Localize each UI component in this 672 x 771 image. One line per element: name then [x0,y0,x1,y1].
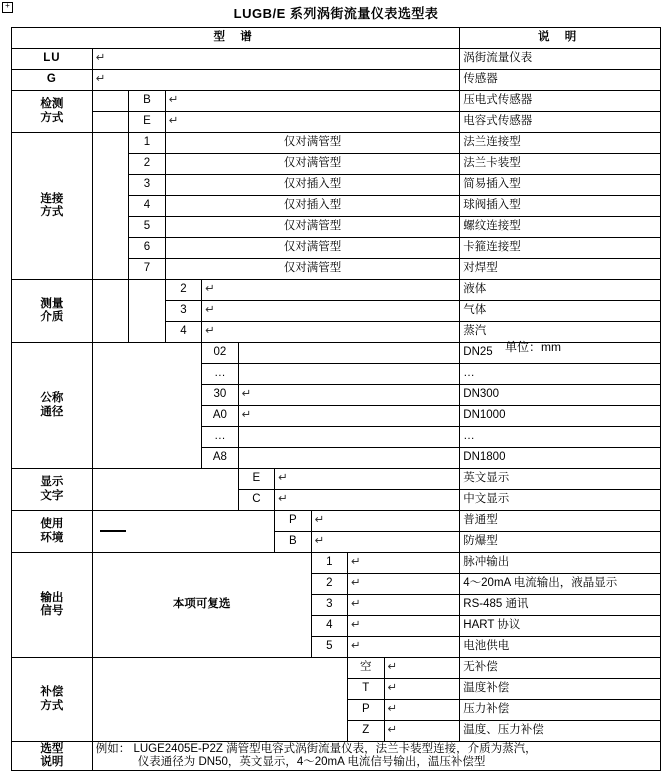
medium-code-2: 2 [165,280,201,301]
row-label-environment: 使用 环境 [12,511,93,553]
diameter-mark-5 [238,427,460,448]
compensation-spacer [92,658,347,742]
connection-note-5: 仅对满管型 [165,217,460,238]
output-desc-4: HART 协议 [460,616,661,637]
diameter-desc-6: DN1800 [460,448,661,469]
diameter-code-3: 30 [202,385,238,406]
emphasis-line-icon [100,530,126,532]
table-row [12,343,661,364]
connection-desc-5: 螺纹连接型 [460,217,661,238]
detect-code-b: B [129,91,165,112]
output-mark-4: ↵ [348,616,460,637]
row-label-example: 选型 说明 [12,742,93,771]
page-title: LUGB/E 系列涡街流量仪表选型表 [233,6,439,21]
row-label-display: 显示 文字 [12,469,93,511]
compensation-code-z: Z [348,721,384,742]
output-code-5: 5 [311,637,347,658]
compensation-mark-t: ↵ [384,679,460,700]
header-model: 型 谱 [12,28,460,49]
compensation-mark-z: ↵ [384,721,460,742]
table-row [12,112,661,133]
connection-code-6: 6 [129,238,165,259]
compensation-code-t: T [348,679,384,700]
table-row [12,658,661,679]
selection-table [11,27,661,771]
connection-desc-2: 法兰卡装型 [460,154,661,175]
table-row [12,553,661,574]
output-desc-1: 脉冲输出 [460,553,661,574]
detect-spacer2 [92,112,128,133]
row-label-lu: LU [12,49,93,70]
output-multi-note: 本项可复选 [92,553,311,658]
detect-code-e: E [129,112,165,133]
diameter-unit-note: 单位：mm [505,340,561,354]
environment-mark-b: ↵ [311,532,460,553]
diameter-mark-4: ↵ [238,406,460,427]
compensation-desc-none: 无补偿 [460,658,661,679]
connection-note-7: 仅对满管型 [165,259,460,280]
diameter-mark-3: ↵ [238,385,460,406]
table-header-row [12,28,661,49]
connection-note-1: 仅对满管型 [165,133,460,154]
medium-desc-2: 液体 [460,280,661,301]
display-mark-e: ↵ [275,469,460,490]
environment-desc-b: 防爆型 [460,532,661,553]
compensation-desc-t: 温度补偿 [460,679,661,700]
display-code-e: E [238,469,274,490]
crop-mark-icon [2,2,13,13]
detect-spacer [92,91,128,112]
output-code-1: 1 [311,553,347,574]
table-row [12,133,661,154]
diameter-mark-1 [238,343,460,364]
connection-code-4: 4 [129,196,165,217]
diameter-code-4: A0 [202,406,238,427]
row-label-compensation: 补偿 方式 [12,658,93,742]
connection-desc-4: 球阀插入型 [460,196,661,217]
diameter-code-5: … [202,427,238,448]
diameter-desc-5: … [460,427,661,448]
compensation-code-none: 空 [348,658,384,679]
connection-desc-6: 卡箍连接型 [460,238,661,259]
example-cell [92,742,660,771]
diameter-desc-4: DN1000 [460,406,661,427]
compensation-desc-z: 温度、压力补偿 [460,721,661,742]
header-desc: 说 明 [460,28,661,49]
connection-code-1: 1 [129,133,165,154]
diameter-mark-2 [238,364,460,385]
row-label-medium: 测量 介质 [12,280,93,343]
table-row [12,49,661,70]
display-code-c: C [238,490,274,511]
diameter-code-1: 02 [202,343,238,364]
output-mark-1: ↵ [348,553,460,574]
lu-mark: ↵ [92,49,460,70]
output-code-2: 2 [311,574,347,595]
medium-spacer2 [129,280,165,343]
medium-mark-2: ↵ [202,280,460,301]
output-mark-2: ↵ [348,574,460,595]
medium-mark-3: ↵ [202,301,460,322]
compensation-mark-p: ↵ [384,700,460,721]
detect-mark-b: ↵ [165,91,460,112]
table-row [12,91,661,112]
medium-desc-4: 蒸汽 [460,322,661,343]
example-line-2: 仪表通径为 DN50，英文显示，4～20mA 电流信号输出，温压补偿型 [137,756,486,769]
g-desc: 传感器 [460,70,661,91]
medium-spacer1 [92,280,128,343]
output-mark-3: ↵ [348,595,460,616]
medium-desc-3: 气体 [460,301,661,322]
display-mark-c: ↵ [275,490,460,511]
output-mark-5: ↵ [348,637,460,658]
output-desc-2: 4～20mA 电流输出，液晶显示 [460,574,661,595]
connection-note-4: 仅对插入型 [165,196,460,217]
compensation-desc-p: 压力补偿 [460,700,661,721]
display-spacer [92,469,238,511]
table-row [12,70,661,91]
connection-code-7: 7 [129,259,165,280]
detect-desc-e: 电容式传感器 [460,112,661,133]
diameter-desc-2: … [460,364,661,385]
connection-note-6: 仅对满管型 [165,238,460,259]
diameter-code-6: A8 [202,448,238,469]
example-line-1: 例如： LUGE2405E-P2Z 满管型电容式涡街流量仪表，法兰卡装型连接，介质为蒸汽， [95,743,537,755]
medium-mark-4: ↵ [202,322,460,343]
connection-note-2: 仅对满管型 [165,154,460,175]
row-label-connection: 连接 方式 [12,133,93,280]
display-desc-e: 英文显示 [460,469,661,490]
output-desc-3: RS-485 通讯 [460,595,661,616]
detect-desc-b: 压电式传感器 [460,91,661,112]
row-label-detect: 检测 方式 [12,91,93,133]
lu-desc: 涡街流量仪表 [460,49,661,70]
connection-code-2: 2 [129,154,165,175]
diameter-code-2: … [202,364,238,385]
output-code-3: 3 [311,595,347,616]
connection-desc-3: 简易插入型 [460,175,661,196]
compensation-code-p: P [348,700,384,721]
environment-spacer [92,511,274,553]
diameter-mark-6 [238,448,460,469]
row-label-diameter: 公称 通径 [12,343,93,469]
table-row [12,280,661,301]
environment-code-p: P [275,511,311,532]
table-row [12,469,661,490]
output-code-4: 4 [311,616,347,637]
diameter-desc-1: DN25 [460,343,661,364]
medium-code-4: 4 [165,322,201,343]
table-row-example [12,742,661,771]
medium-code-3: 3 [165,301,201,322]
table-row [12,511,661,532]
environment-code-b: B [275,532,311,553]
connection-desc-7: 对焊型 [460,259,661,280]
environment-mark-p: ↵ [311,511,460,532]
output-desc-5: 电池供电 [460,637,661,658]
diameter-desc-3: DN300 [460,385,661,406]
row-label-output: 输出 信号 [12,553,93,658]
row-label-g: G [12,70,93,91]
display-desc-c: 中文显示 [460,490,661,511]
environment-desc-p: 普通型 [460,511,661,532]
compensation-mark-none: ↵ [384,658,460,679]
connection-spacer [92,133,128,280]
connection-desc-1: 法兰连接型 [460,133,661,154]
connection-note-3: 仅对插入型 [165,175,460,196]
diameter-spacer [92,343,201,469]
g-mark: ↵ [92,70,460,91]
connection-code-5: 5 [129,217,165,238]
detect-mark-e: ↵ [165,112,460,133]
connection-code-3: 3 [129,175,165,196]
